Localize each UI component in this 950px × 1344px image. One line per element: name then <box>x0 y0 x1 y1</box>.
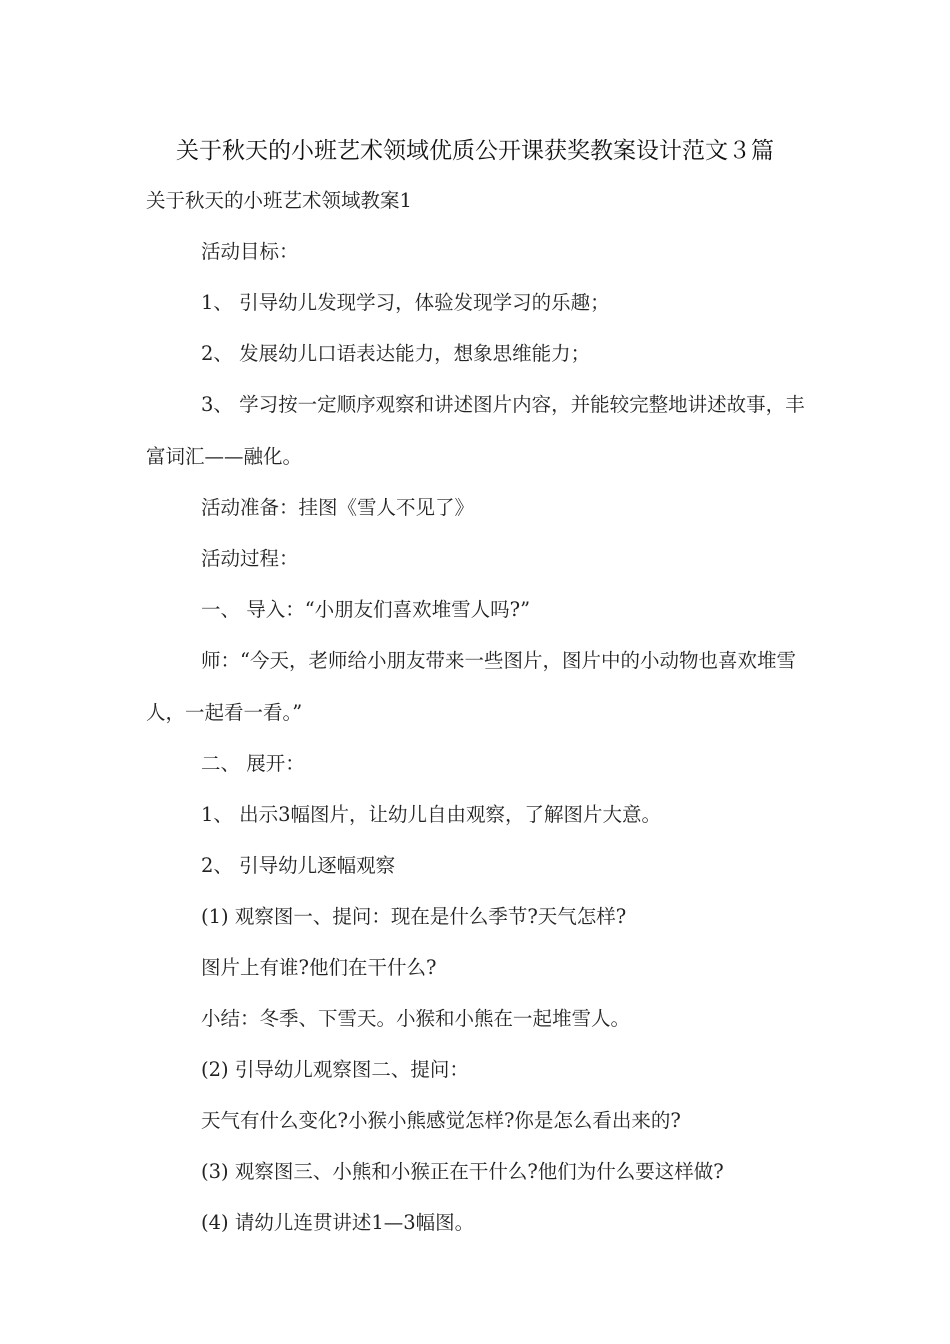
document-title: 关于秋天的小班艺术领域优质公开课获奖教案设计范文３篇 <box>176 138 774 164</box>
paragraph-step-2: 2、 引导幼儿逐幅观察 <box>201 854 396 877</box>
paragraph-observe-3: (3) 观察图三、小熊和小猴正在干什么?他们为什么要这样做? <box>201 1160 724 1183</box>
paragraph-goal-3: 3、 学习按一定顺序观察和讲述图片内容，并能较完整地讲述故事，丰富词汇——融化。 <box>146 393 805 468</box>
paragraph-expand: 二、 展开： <box>201 752 305 775</box>
paragraph-goal-1: 1、 引导幼儿发现学习，体验发现学习的乐趣； <box>201 291 610 314</box>
paragraph-goal-2: 2、 发展幼儿口语表达能力，想象思维能力； <box>201 342 591 365</box>
paragraph-question-2: 天气有什么变化?小猴小熊感觉怎样?你是怎么看出来的? <box>201 1109 681 1132</box>
paragraph-observe-1: (1) 观察图一、提问：现在是什么季节?天气怎样? <box>201 905 627 928</box>
paragraph-teacher-quote: 师：“今天，老师给小朋友带来一些图片，图片中的小动物也喜欢堆雪人，一起看一看。” <box>146 649 796 724</box>
paragraph-retell: (4) 请幼儿连贯讲述1—3幅图。 <box>201 1211 475 1234</box>
section-heading: 关于秋天的小班艺术领域教案1 <box>146 189 412 212</box>
paragraph-question-1: 图片上有谁?他们在干什么? <box>201 956 437 979</box>
paragraph-activity-goals: 活动目标： <box>201 240 299 263</box>
paragraph-step-1: 1、 出示3幅图片，让幼儿自由观察，了解图片大意。 <box>201 803 662 826</box>
paragraph-summary-1: 小结：冬季、下雪天。小猴和小熊在一起堆雪人。 <box>201 1007 631 1030</box>
paragraph-observe-2: (2) 引导幼儿观察图二、提问： <box>201 1058 469 1081</box>
paragraph-preparation: 活动准备：挂图《雪人不见了》 <box>201 496 475 519</box>
document-body <box>146 183 810 1241</box>
paragraph-intro: 一、 导入：“小朋友们喜欢堆雪人吗?” <box>201 598 531 621</box>
paragraph-process: 活动过程： <box>201 547 299 570</box>
